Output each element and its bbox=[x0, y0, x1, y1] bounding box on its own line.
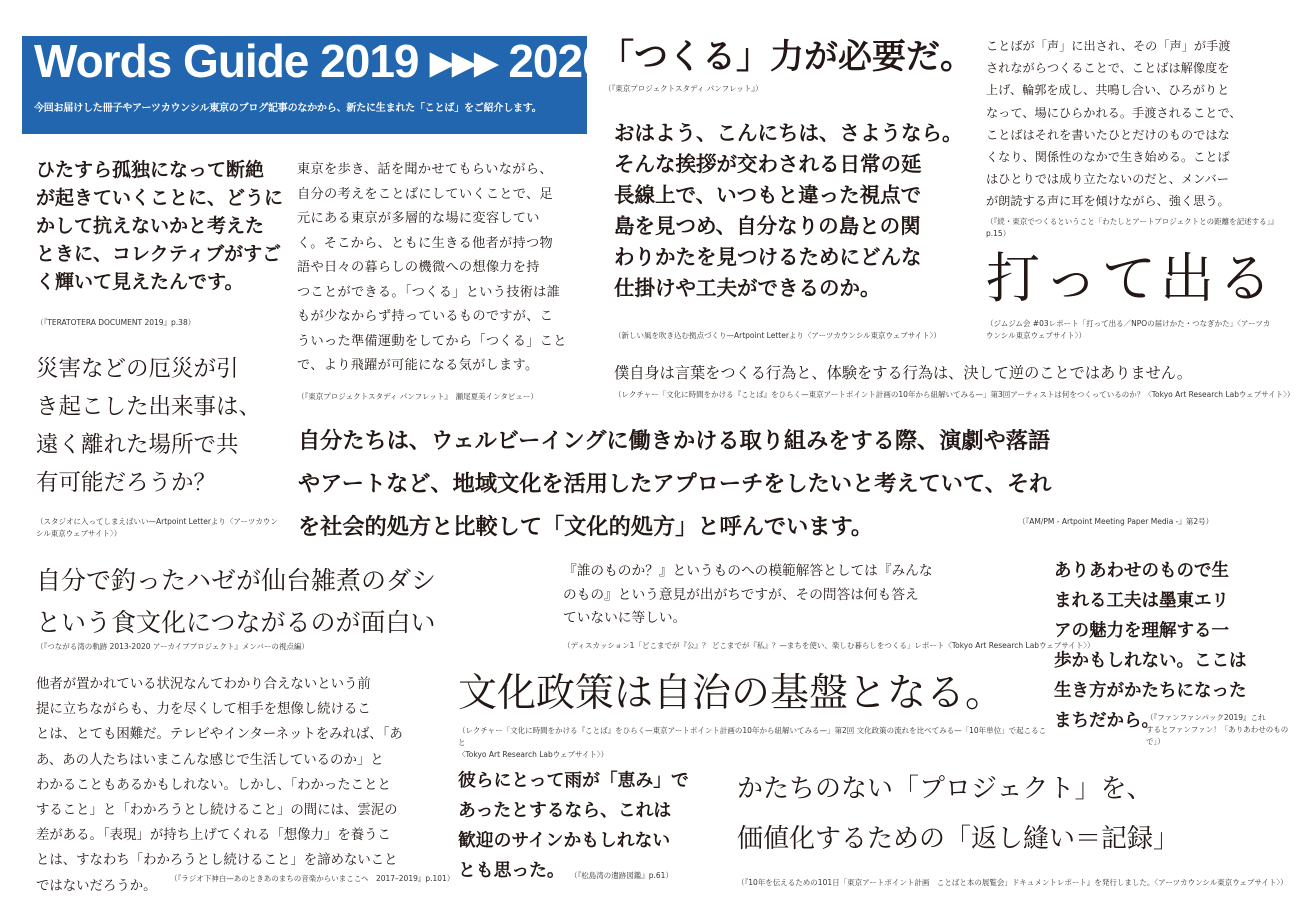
quote-q7: 災害などの厄災が引 き起こした出来事は、 遠く離れた場所で共 有可能だろうか？ bbox=[36, 356, 262, 496]
page-title: Words Guide 2019 ▸▸▸ 2020 bbox=[34, 35, 607, 87]
quote-source-q15: （『松島湾の遺跡図鑑』p.61） bbox=[570, 871, 673, 880]
quote-q1: ひたすら孤独になって断絶 が起きていくことに、どうに かして抗えないかと考えた ときに、コレクティブがすご く輝いて見えたんです。 bbox=[36, 159, 284, 293]
quote-q13: 他者が置かれている状況なんてわかり合えないという前 提に立ちながらも、力を尽くして相手を想像し続けるこ とは、とても困難だ。テレビやインターネットをみれば、「あ あ、あの人たちはいまこんな感じで生活しているのか」と わかることもあるかもしれない。しかし、「わかったことと すること」と「わかろうとし続けること」の間には、雲泥の 差がある。「表現」が持ち上げてくれる「想像力」を養うこ とは、すなわち「わかろうとし続けること」を諦めないこと ではないだろうか。 bbox=[36, 677, 403, 894]
quote-source-q16: （『10年を伝えるための101日「東京アートポイント計画 ことばと本の展覧会」ドキュメントレポート』を発行しました。〈アーツカウンシル東京ウェブサイト〉） bbox=[737, 878, 1288, 887]
quote-q16: かたちのない「プロジェクト」を、 価値化するための「返し縫い＝記録」 bbox=[737, 774, 1180, 854]
quote-q8: 僕自身は言葉をつくる行為と、体験をする行為は、決して逆のことではありません。 bbox=[614, 364, 1193, 382]
quote-source-q2: （『東京プロジェクトスタディ パンフレット』 瀬尾夏美インタビュー） bbox=[297, 392, 538, 401]
quote-q14: 文化政策は自治の基盤となる。 bbox=[458, 671, 1005, 716]
quote-q10: 自分で釣ったハゼが仙台雑煮のダシ という食文化につながるのが面白い bbox=[36, 566, 437, 637]
quote-q4: おはよう、こんにちは、さようなら。 そんな挨拶が交わされる日常の延 長線上で、いつもと違った視点で 島を見つめ、自分なりの島との関 わりかたを見つけるためにどんな 仕掛けや工夫ができるのか。 bbox=[614, 121, 963, 300]
quote-source-q9: （『AM/PM - Artpoint Meeting Paper Media -』第2号） bbox=[1018, 517, 1214, 526]
header-banner bbox=[22, 35, 607, 134]
quote-source-q8: （レクチャー「文化に時間をかける『ことば』をひらく—東京アートポイント計画の10年から紐解いてみる—」第3回アーティストは何をつくっているのか？〈Tokyo Art Research Labウェブサイト〉） bbox=[614, 390, 1295, 399]
quote-q2: 東京を歩き、話を聞かせてもらいながら、 自分の考えをことばにしていくことで、足 元にある東京が多層的な場に変容してい く。そこから、ともに生きる他者が持つ物 語や日々の暮らしの機微への想像力を持 つことができる。「つくる」という技術は誰 もが少なからず持っているものですが、こ ういった準備運動をしてから「つくる」こと で、より飛躍が可能になる気がします。 bbox=[297, 162, 567, 373]
quote-q9: 自分たちは、ウェルビーイングに働きかける取り組みをする際、演劇や落語 やアートなど、地域文化を活用したアプローチをしたいと考えていて、それ を社会的処方と比較して「文化的処方」と呼んでいます。 bbox=[298, 428, 1052, 540]
page-subtitle: 今回お届けした冊子やアーツカウンシル東京のブログ記事のなかから、新たに生まれた「ことば」をご紹介します。 bbox=[34, 103, 542, 114]
quote-q11: 『誰のものか？』というものへの模範解答としては『みんな のもの』という意見が出がちですが、その問答は何も答え ていないに等しい。 bbox=[563, 563, 933, 626]
quote-source-q5: （『続・東京でつくるということ「わたしとアートプロジェクトとの距離を記述する」』p.15） bbox=[986, 217, 1278, 238]
quote-source-q10: （『つながる湾の軌跡 2013-2020 アーカイブプロジェクト』メンバーの視点編） bbox=[36, 642, 309, 651]
quote-source-q1: （『TERATOTERA DOCUMENT 2019』p.38） bbox=[36, 318, 196, 327]
quote-q5: ことばが「声」に出され、その「声」が手渡 されながらつくることで、ことばは解像度を 上げ、輪郭を成し、共鳴し合い、ひろがりと なって、場にひらかれる。手渡されることで、 ことばはそれを書いたひとだけのものではな くなり、関係性のなかで生き始める。ことば はひとりでは成り立たないのだと、メンバー が朗読する声に耳を傾けながら、強く思う。 bbox=[986, 39, 1242, 209]
quote-source-q4: （新しい風を吹き込む拠点づくり—Artpoint Letterより〈アーツカウンシル東京ウェブサイト〉） bbox=[614, 331, 941, 340]
quote-source-q6: （ジムジム会 #03レポート「打って出る／NPOの届けかた・つなぎかた」〈アーツカウンシル東京ウェブサイト〉） bbox=[986, 319, 1271, 340]
quote-q15: 彼らにとって雨が「恵み」で あったとするなら、これは 歓迎のサインかもしれない とも思った。 bbox=[458, 770, 689, 881]
quote-q12: ありあわせのもので生 まれる工夫は墨東エリ アの魅力を理解する一 歩かもしれない。ここは 生き方がかたちになった まちだから。 bbox=[1054, 561, 1247, 731]
quote-source-q7: （スタジオに入ってしまえばいい—Artpoint Letterより〈アーツカウン シル東京ウェブサイト〉） bbox=[36, 517, 278, 538]
quote-source-q12: （『ファンファンパック2019』これ するとファンファン！「ありあわせのもので」） bbox=[1146, 713, 1289, 746]
quote-source-q13: （『ラジオ下神白—あのときあのまちの音楽からいまここへ 2017–2019』p.101） bbox=[170, 874, 455, 883]
quote-q3: 「つくる」力が必要だ。 bbox=[600, 37, 974, 77]
quote-q6: 打って出る bbox=[986, 247, 1276, 310]
quote-source-q3: （『東京プロジェクトスタディ パンフレット』） bbox=[604, 84, 763, 93]
quote-source-q11: （ディスカッション1「どこまでが『公』？ どこまでが『私』？—まちを使い、楽しむ暮らしをつくる」レポート〈Tokyo Art Research Labウェブサイト〉） bbox=[563, 641, 1095, 650]
quote-source-q14: （レクチャー「文化に時間をかける『ことば』をひらく—東京アートポイント計画の10年から紐解いてみる—」第2回 文化政策の流れを比べてみる—「10年単位」で起こること 〈Tokyo Art Research Labウェブサイト〉） bbox=[458, 726, 1047, 759]
